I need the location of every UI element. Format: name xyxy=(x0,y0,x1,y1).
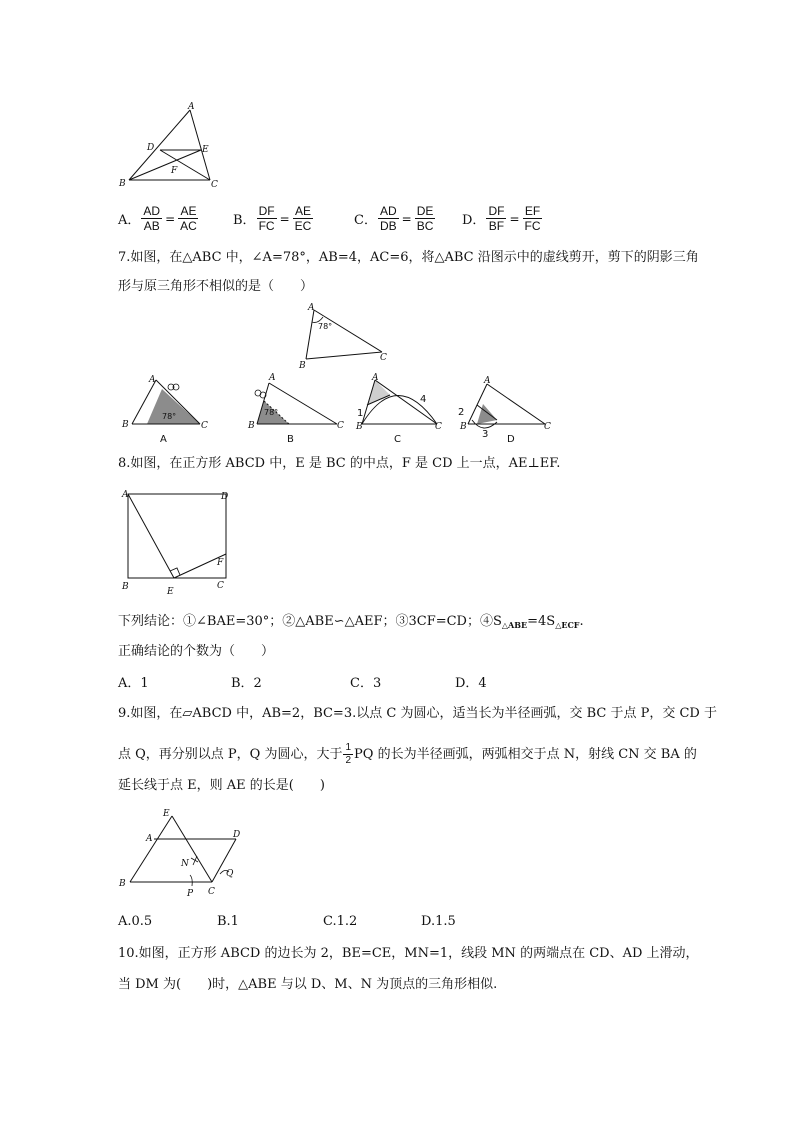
q9-option-b[interactable]: B.1 xyxy=(217,914,239,929)
q10-stem-line2: 当 DM 为( )时，△ABE 与以 D、M、N 为顶点的三角形相似. xyxy=(118,977,498,992)
q7-stem-line1: 7.如图，在△ABC 中，∠A=78°，AB=4，AC=6，将△ABC 沿图示中的虚线剪开，剪下的阴影三角 xyxy=(118,250,699,265)
q7-option-a-figure[interactable] xyxy=(118,372,213,444)
q7-option-d-figure[interactable] xyxy=(455,372,555,444)
q9-stem-line3: 延长线于点 E，则 AE 的长是( ) xyxy=(118,778,325,793)
q7c-label-a: A xyxy=(372,373,379,383)
q8-label-a: A xyxy=(122,490,129,500)
q9-label-d: D xyxy=(233,830,241,840)
q9-label-e: E xyxy=(163,809,170,819)
q7d-seg-3: 3 xyxy=(482,429,489,440)
q10-stem-line1: 10.如图，正方形 ABCD 的边长为 2，BE=CE，MN=1，线段 MN 的两端点在 CD、AD 上滑动， xyxy=(118,946,699,961)
q9-label-q: Q xyxy=(226,869,234,879)
q9-option-d[interactable]: D.1.5 xyxy=(421,914,456,929)
q9-stem-line1: 9.如图，在▱ABCD 中，AB=2，BC=3.以点 C 为圆心，适当长为半径画弧，交 BC 于点 P，交 CD 于 xyxy=(118,706,717,721)
q7-main-triangle xyxy=(296,302,396,372)
q6-option-b[interactable]: B． $\frac{DF}{FC}$ = $\frac{AE}{EC}$ xyxy=(233,204,312,233)
q7c-label-b: B xyxy=(356,422,363,432)
q7d-label-b: B xyxy=(460,422,467,432)
q6-option-a[interactable]: A． $\frac{AD}{AB}$ = $\frac{AE}{AC}$ xyxy=(118,204,197,233)
q8-option-a[interactable]: A．1 xyxy=(118,676,149,691)
q7-stem-line2: 形与原三角形不相似的是（ ） xyxy=(118,279,314,294)
q7d-seg-2: 2 xyxy=(458,407,465,418)
q8-label-e: E xyxy=(167,587,174,597)
q7-option-d-label: D xyxy=(507,434,515,445)
q9-label-c: C xyxy=(208,887,215,897)
q8-question: 正确结论的个数为（ ） xyxy=(118,644,275,659)
q8-label-c: C xyxy=(217,581,224,591)
q8-square-figure xyxy=(116,486,241,598)
q6-label-c: C xyxy=(211,180,218,190)
q6-label-a: A xyxy=(188,102,195,112)
q7-option-b-label: B xyxy=(287,434,294,445)
q7c-seg-1: 1 xyxy=(357,408,364,419)
q8-label-b: B xyxy=(122,582,129,592)
q7-main-label-a: A xyxy=(308,303,315,313)
q7-option-a-label: A xyxy=(160,434,167,445)
q8-conclusions: 下列结论：①∠BAE=30°；②△ABE∽△AEF；③3CF=CD；$④S_{\triangle ABE}=4S_{\triangle ECF}$. xyxy=(118,614,584,630)
q8-label-f: F xyxy=(217,558,224,568)
q6-option-d[interactable]: D． $\frac{DF}{BF}$ = $\frac{EF}{FC}$ xyxy=(462,204,541,233)
q8-option-d[interactable]: D．4 xyxy=(455,676,487,691)
q8-option-b[interactable]: B．2 xyxy=(231,676,262,691)
q7d-label-a: A xyxy=(484,376,491,386)
q9-label-p: P xyxy=(187,889,194,899)
q7a-label-b: B xyxy=(122,420,129,430)
q6-label-e: E xyxy=(202,145,209,155)
q6-option-c[interactable]: C． $\frac{AD}{DB}$ = $\frac{DE}{BC}$ xyxy=(354,204,434,233)
q9-label-a: A xyxy=(146,834,153,844)
q6-label-b: B xyxy=(119,179,126,189)
q9-parallelogram-figure xyxy=(116,806,256,902)
q8-stem: 8.如图，在正方形 ABCD 中，E 是 BC 的中点，F 是 CD 上一点，AE⊥EF. xyxy=(118,456,561,471)
q7b-angle: 78° xyxy=(264,408,279,417)
q7-main-angle: 78° xyxy=(318,322,333,331)
q6-label-f: F xyxy=(171,166,178,176)
q7b-label-a: A xyxy=(269,373,276,383)
q7-main-label-b: B xyxy=(299,361,306,371)
q7-option-c-label: C xyxy=(394,434,401,445)
q7-main-label-c: C xyxy=(380,353,387,363)
q6-triangle-figure xyxy=(110,100,230,192)
q7c-label-c: C xyxy=(435,422,442,432)
q7c-seg-4: 4 xyxy=(420,394,427,405)
q8-label-d: D xyxy=(221,492,229,502)
q9-option-c[interactable]: C.1.2 xyxy=(323,914,358,929)
q9-option-a[interactable]: A.0.5 xyxy=(118,914,153,929)
q6-label-d: D xyxy=(147,143,155,153)
q7a-angle: 78° xyxy=(162,412,177,421)
q7-option-c-figure[interactable] xyxy=(352,372,452,444)
q7a-label-c: C xyxy=(201,421,208,431)
q7b-label-b: B xyxy=(248,421,255,431)
q9-label-b: B xyxy=(119,879,126,889)
q8-option-c[interactable]: C．3 xyxy=(350,676,382,691)
q7-option-b-figure[interactable] xyxy=(245,372,345,444)
q9-stem-line2: 点 Q，再分别以点 P，Q 为圆心，大于 $\frac{1}{2}$ PQ 的长为半径画弧，两弧相交于点 N，射线 CN 交 BA 的 xyxy=(118,742,697,766)
q7a-label-a: A xyxy=(149,375,156,385)
q7b-label-c: C xyxy=(337,421,344,431)
q7d-label-c: C xyxy=(544,422,551,432)
q9-label-n: N xyxy=(181,859,189,869)
